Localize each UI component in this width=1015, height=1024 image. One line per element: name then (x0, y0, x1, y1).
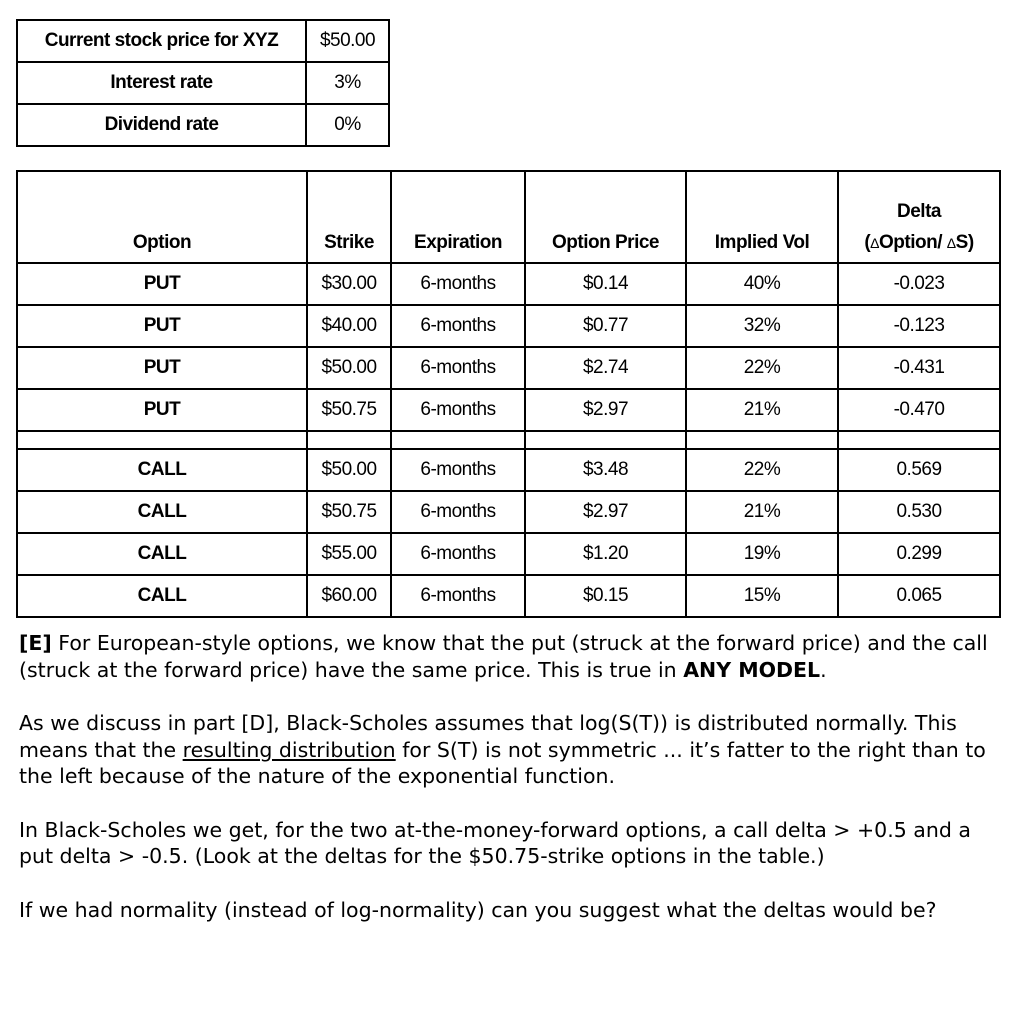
strike: $40.00 (307, 305, 391, 347)
delta: 0.065 (838, 575, 1000, 617)
paragraph-text: For European-style options, we know that the put (struck at the forward price) and the call (struck at the forward price) have the same price. This is true in (19, 631, 988, 682)
expiration: 6-months (391, 389, 525, 431)
param-value: 3% (306, 62, 389, 104)
header-strike: Strike (307, 171, 391, 263)
delta: -0.123 (838, 305, 1000, 347)
param-value: $50.00 (306, 20, 389, 62)
delta-symbol: Δ (870, 235, 880, 251)
header-option-price: Option Price (525, 171, 686, 263)
emphasis-text: ANY MODEL (683, 657, 821, 682)
option-type: PUT (17, 305, 307, 347)
strike: $60.00 (307, 575, 391, 617)
implied-vol: 40% (686, 263, 838, 305)
header-expiration: Expiration (391, 171, 525, 263)
table-header-row (17, 171, 1000, 263)
option-price: $0.77 (525, 305, 686, 347)
implied-vol: 22% (686, 347, 838, 389)
delta: 0.569 (838, 449, 1000, 491)
paragraph-black-scholes (19, 710, 1004, 790)
param-label: Current stock price for XYZ (17, 20, 306, 62)
strike: $50.75 (307, 389, 391, 431)
header-delta (838, 171, 1000, 263)
param-value: 0% (306, 104, 389, 146)
table-row (17, 389, 1000, 431)
strike: $50.00 (307, 449, 391, 491)
question-text (19, 630, 1004, 950)
table-row (17, 449, 1000, 491)
implied-vol: 21% (686, 491, 838, 533)
option-price: $0.14 (525, 263, 686, 305)
empty-cell (391, 431, 525, 449)
strike: $30.00 (307, 263, 391, 305)
param-row (17, 104, 389, 146)
implied-vol: 15% (686, 575, 838, 617)
implied-vol: 19% (686, 533, 838, 575)
paragraph-e (19, 630, 1004, 683)
header-implied-vol: Implied Vol (686, 171, 838, 263)
option-type: CALL (17, 533, 307, 575)
table-row (17, 575, 1000, 617)
table-row (17, 533, 1000, 575)
implied-vol: 32% (686, 305, 838, 347)
delta: 0.299 (838, 533, 1000, 575)
paragraph-question: If we had normality (instead of log-normality) can you suggest what the deltas would be? (19, 897, 937, 922)
empty-cell (525, 431, 686, 449)
option-price: $2.97 (525, 389, 686, 431)
expiration: 6-months (391, 263, 525, 305)
table-row (17, 263, 1000, 305)
delta: -0.023 (838, 263, 1000, 305)
underlined-text: resulting distribution (182, 737, 396, 762)
param-row (17, 62, 389, 104)
strike: $55.00 (307, 533, 391, 575)
delta: 0.530 (838, 491, 1000, 533)
expiration: 6-months (391, 449, 525, 491)
empty-cell (307, 431, 391, 449)
strike: $50.75 (307, 491, 391, 533)
expiration: 6-months (391, 533, 525, 575)
empty-cell (686, 431, 838, 449)
option-price: $3.48 (525, 449, 686, 491)
delta-title: Delta (897, 201, 941, 222)
table-row (17, 305, 1000, 347)
paragraph-text: for S(T) is not symmetric ... it’s fatter to the right than to the left because of the nature of the exponential function. (19, 737, 986, 788)
paragraph-text: . (820, 657, 827, 682)
delta-open: ( (864, 232, 871, 253)
delta-formula (864, 232, 973, 253)
strike: $50.00 (307, 347, 391, 389)
delta: -0.470 (838, 389, 1000, 431)
header-option: Option (17, 171, 307, 263)
delta-option: Option/ (879, 232, 947, 253)
option-type: PUT (17, 389, 307, 431)
option-price: $2.74 (525, 347, 686, 389)
option-type: PUT (17, 347, 307, 389)
option-type: CALL (17, 449, 307, 491)
options-table (16, 170, 1001, 618)
option-type: PUT (17, 263, 307, 305)
paragraph-deltas: In Black-Scholes we get, for the two at-the-money-forward options, a call delta > +0.5 and a put delta > -0.5. (Look at the deltas for the $50.75-strike options in the table.) (19, 817, 971, 868)
implied-vol: 22% (686, 449, 838, 491)
option-type: CALL (17, 491, 307, 533)
option-price: $0.15 (525, 575, 686, 617)
param-label: Dividend rate (17, 104, 306, 146)
param-label: Interest rate (17, 62, 306, 104)
table-row (17, 347, 1000, 389)
param-row (17, 20, 389, 62)
expiration: 6-months (391, 305, 525, 347)
expiration: 6-months (391, 347, 525, 389)
table-row (17, 491, 1000, 533)
paragraph-text: As we discuss in part [D], Black-Scholes assumes that log(S(T)) is distributed normally. This means that the (19, 711, 957, 762)
option-price: $2.97 (525, 491, 686, 533)
implied-vol: 21% (686, 389, 838, 431)
separator-row (17, 431, 1000, 449)
delta-s: S) (955, 232, 974, 253)
expiration: 6-months (391, 575, 525, 617)
empty-cell (17, 431, 307, 449)
delta-symbol: Δ (946, 235, 956, 251)
option-price: $1.20 (525, 533, 686, 575)
option-type: CALL (17, 575, 307, 617)
delta: -0.431 (838, 347, 1000, 389)
parameters-table (16, 19, 390, 147)
expiration: 6-months (391, 491, 525, 533)
empty-cell (838, 431, 1000, 449)
part-label: [E] (19, 631, 52, 655)
